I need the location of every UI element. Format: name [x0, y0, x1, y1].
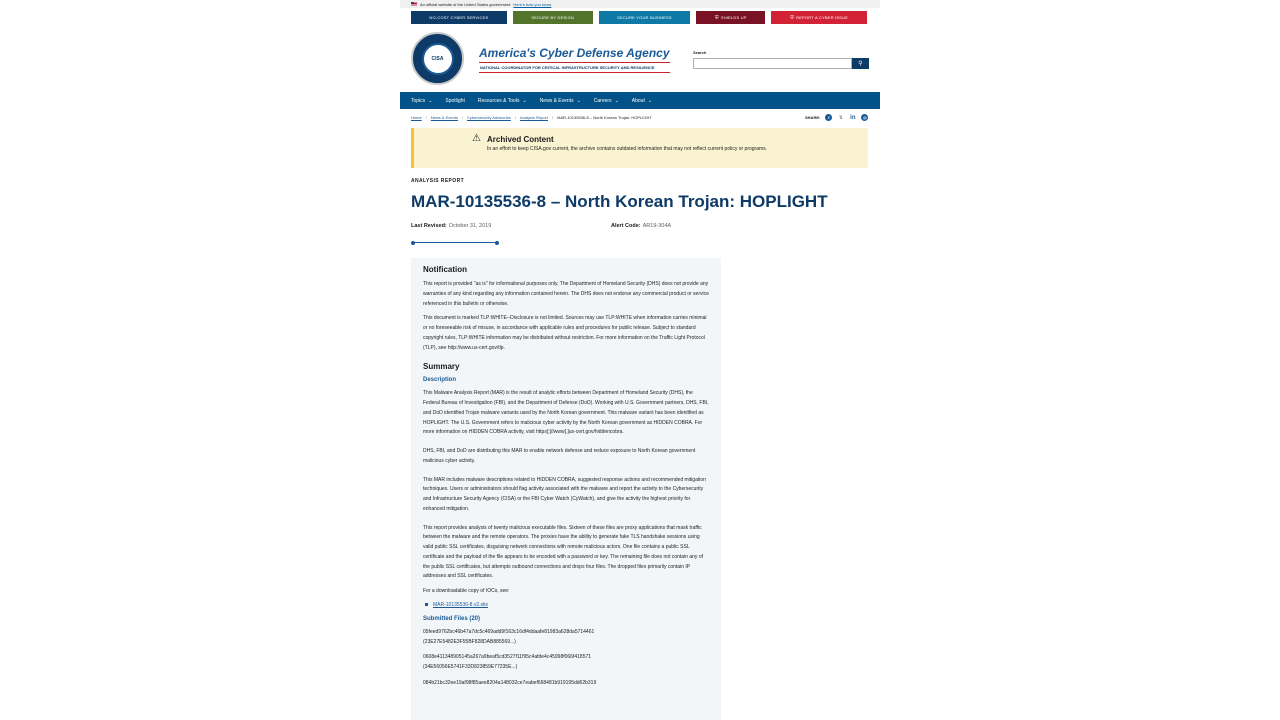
search-button[interactable]	[852, 58, 869, 69]
nav-news-events[interactable]	[540, 98, 581, 104]
search-row	[693, 58, 869, 69]
nav-label: News & Events	[539, 97, 574, 104]
breadcrumb-analysis-report[interactable]: Analysis Report	[519, 115, 548, 120]
chevron-down-icon: ⌄	[522, 97, 527, 104]
warning-icon: ⚠	[472, 133, 481, 144]
last-revised-label: Last Revised:	[411, 223, 447, 229]
alert-code-label: Alert Code:	[611, 223, 641, 229]
description-paragraph-2: DHS, FBI, and DoD are distributing this MAR to enable network defense and reduce exposure to North Korean government malicious cyber activity.	[423, 448, 696, 464]
title-divider	[412, 242, 498, 243]
facebook-icon[interactable]: f	[825, 114, 832, 121]
list-item	[423, 628, 709, 648]
file-hash-short: (23E27E5482E3F55BF828DAB885569...)	[423, 638, 516, 645]
bullet-icon	[425, 603, 428, 606]
gov-banner	[400, 0, 880, 8]
no-cost-cyber-services-button[interactable]	[411, 11, 507, 24]
seal-text: CISA	[422, 43, 454, 75]
nav-about[interactable]	[632, 98, 652, 104]
description-paragraph-4: This report provides analysis of twenty malicious executable files. Sixteen of these files are proxy applications that mask traffic between the malware and the remote operators. The proxies have the ability to generate fake TLS handshake sessions using valid public SSL certificates, disguising network connections with remote malicious actors. One file contains a public SSL certificate and the payload of the file appears to be encoded with a password or key. The remaining file does not contain any of the public SSL certificates, but attempts outbound connections and drops four files. The dropped files primarily contain IP addresses and SSL certificates.	[423, 524, 703, 580]
cisa-page	[400, 0, 880, 720]
page-title: MAR-10135536-8 – North Korean Trojan: HOPLIGHT	[411, 192, 828, 211]
shield-icon: ⛨	[714, 14, 719, 21]
report-cyber-issue-button[interactable]	[771, 11, 867, 24]
brand-title: America's Cyber Defense Agency	[479, 46, 670, 60]
list-item	[423, 679, 709, 689]
share-label: SHARE:	[805, 115, 821, 120]
description-paragraph-3: This MAR includes malware descriptions related to HIDDEN COBRA, suggested response actions and recommended mitigation techniques. Users or administrators should flag activity associated with the malware and report the activity to the Cybersecurity and Infrastructure Security Agency (CISA) or the FBI Cyber Watch (CyWatch), and give the activity the highest priority for enhanced mitigation.	[423, 476, 706, 512]
heres-how-you-know-link[interactable]: Here's how you know	[513, 1, 552, 7]
breadcrumb-separator: /	[461, 115, 464, 120]
article-eyebrow: ANALYSIS REPORT	[411, 178, 465, 184]
nav-careers[interactable]	[594, 98, 619, 104]
breadcrumb-current: MAR-10135536-8 – North Korean Trojan: HOPLIGHT	[557, 115, 652, 120]
site-header	[411, 30, 869, 90]
gov-banner-text: An official website of the United States government	[420, 1, 511, 7]
breadcrumb	[411, 115, 652, 120]
nav-label: About	[631, 97, 645, 104]
file-hash-short: (34E56056E5741F33D823859E77235E...)	[423, 664, 518, 670]
notification-paragraph-2: This document is marked TLP:WHITE--Disclosure is not limited. Sources may use TLP:WHITE when information carries minimal or no foreseeable risk of misuse, in accordance with applicable rules and procedures for public release. Subject to standard copyright rules, TLP:WHITE information may be distributed without restriction. For more information on the Traffic Light Protocol (TLP), see http://www.us-cert.gov/tlp.	[423, 315, 707, 351]
nav-label: Spotlight	[445, 97, 465, 104]
chevron-down-icon: ⌄	[647, 97, 653, 104]
alert-title: Archived Content	[487, 135, 554, 144]
button-label: SHIELDS UP	[720, 15, 747, 20]
stix-download-link[interactable]: MAR-10135536-8.v2.stix	[433, 601, 489, 608]
list-item	[423, 653, 709, 673]
cisa-seal-logo[interactable]	[411, 32, 464, 85]
description-paragraph-1: This Malware Analysis Report (MAR) is the result of analytic efforts between Department of Homeland Security (DHS), the Federal Bureau of Investigation (FBI), and the Department of Defense (DoD). Working with U.S. Government partners, DHS, FBI, and DoD identified Trojan malware variants used by the North Korean government. This malware variant has been identified as HOPLIGHT. The U.S. Government refers to malicious cyber activity by the North Korean government as HIDDEN COBRA. For more information on HIDDEN COBRA activity, visit https[:]//www[.]us-cert.gov/hiddencobra.	[423, 390, 709, 436]
x-twitter-icon[interactable]: 𝕏	[839, 115, 843, 120]
brand[interactable]	[479, 46, 670, 73]
file-hash: 05feed9762bc46b47a7dc5c469add9f163c16df4ddaafe81983a628da5714461	[423, 628, 595, 635]
alert-code-value: AR19-304A	[642, 223, 672, 229]
main-nav	[400, 92, 880, 109]
chevron-down-icon: ⌄	[428, 97, 433, 104]
search	[693, 50, 869, 69]
file-hash: 0608e411348905145a267a9beaf5cd3527f11f95c4afde4c45998f066f418571	[423, 654, 592, 661]
button-label: REPORT A CYBER ISSUE	[796, 15, 849, 20]
top-buttons	[411, 11, 867, 24]
file-hash: 084b21bc32ee19af98f85aee8204a148032ce7eabef668481b919195dd62b319	[423, 679, 597, 686]
secure-your-business-button[interactable]	[599, 11, 691, 24]
alert-text: In an effort to keep CISA.gov current, the archive contains outdated information that may not reflect current policy or programs.	[487, 146, 768, 152]
search-input[interactable]	[693, 58, 852, 69]
nav-label: Careers	[593, 97, 612, 104]
breadcrumb-separator: /	[551, 115, 554, 120]
last-revised-value: October 31, 2019	[448, 223, 492, 229]
summary-heading: Summary	[423, 362, 460, 372]
description-heading: Description	[423, 377, 457, 384]
nav-topics[interactable]	[411, 98, 432, 104]
nav-spotlight[interactable]	[445, 98, 464, 104]
breadcrumb-separator: /	[514, 115, 516, 120]
search-icon: ⚲	[858, 61, 863, 67]
us-flag-icon	[411, 2, 417, 6]
breadcrumb-cybersecurity-advisories[interactable]: Cybersecurity Advisories	[467, 115, 511, 120]
email-icon[interactable]: @	[862, 115, 867, 120]
breadcrumb-home[interactable]: Home	[411, 115, 422, 120]
chevron-down-icon: ⌄	[576, 97, 581, 104]
list-item	[423, 602, 709, 608]
secure-by-design-button[interactable]	[513, 11, 593, 24]
button-label: SECURE YOUR BUSINESS	[617, 15, 672, 20]
search-label: Search	[693, 50, 707, 55]
archived-content-alert	[411, 128, 868, 168]
brand-subtitle: NATIONAL COORDINATOR FOR CRITICAL INFRASTRUCTURE SECURITY AND RESILIENCE	[479, 62, 670, 73]
button-label: NO-COST CYBER SERVICES	[429, 15, 489, 20]
alert-code	[611, 223, 671, 229]
button-label: SECURE BY DESIGN	[531, 15, 575, 20]
linkedin-icon[interactable]: in	[850, 114, 856, 121]
notification-paragraph-1: This report is provided "as is" for informational purposes only. The Department of Homeland Security (DHS) does not provide any warranties of any kind regarding any information contained herein. The DHS does not endorse any commercial product or service referenced in this bulletin or otherwise.	[423, 281, 709, 307]
share-bar	[805, 114, 868, 121]
breadcrumb-news-events[interactable]: News & Events	[430, 115, 458, 120]
chevron-down-icon: ⌄	[614, 97, 619, 104]
nav-label: Resources & Tools	[477, 97, 520, 104]
nav-resources-tools[interactable]	[478, 98, 527, 104]
submitted-files-heading: Submitted Files (20)	[423, 615, 481, 622]
last-revised	[411, 223, 491, 229]
notification-heading: Notification	[423, 265, 467, 274]
shield-alert-icon: ⛨	[790, 14, 795, 21]
breadcrumb-separator: /	[425, 115, 427, 120]
report-content	[411, 258, 721, 720]
nav-label: Topics	[411, 97, 426, 104]
ioc-intro: For a downloadable copy of IOCs, see:	[423, 588, 510, 594]
shields-up-button[interactable]	[696, 11, 765, 24]
